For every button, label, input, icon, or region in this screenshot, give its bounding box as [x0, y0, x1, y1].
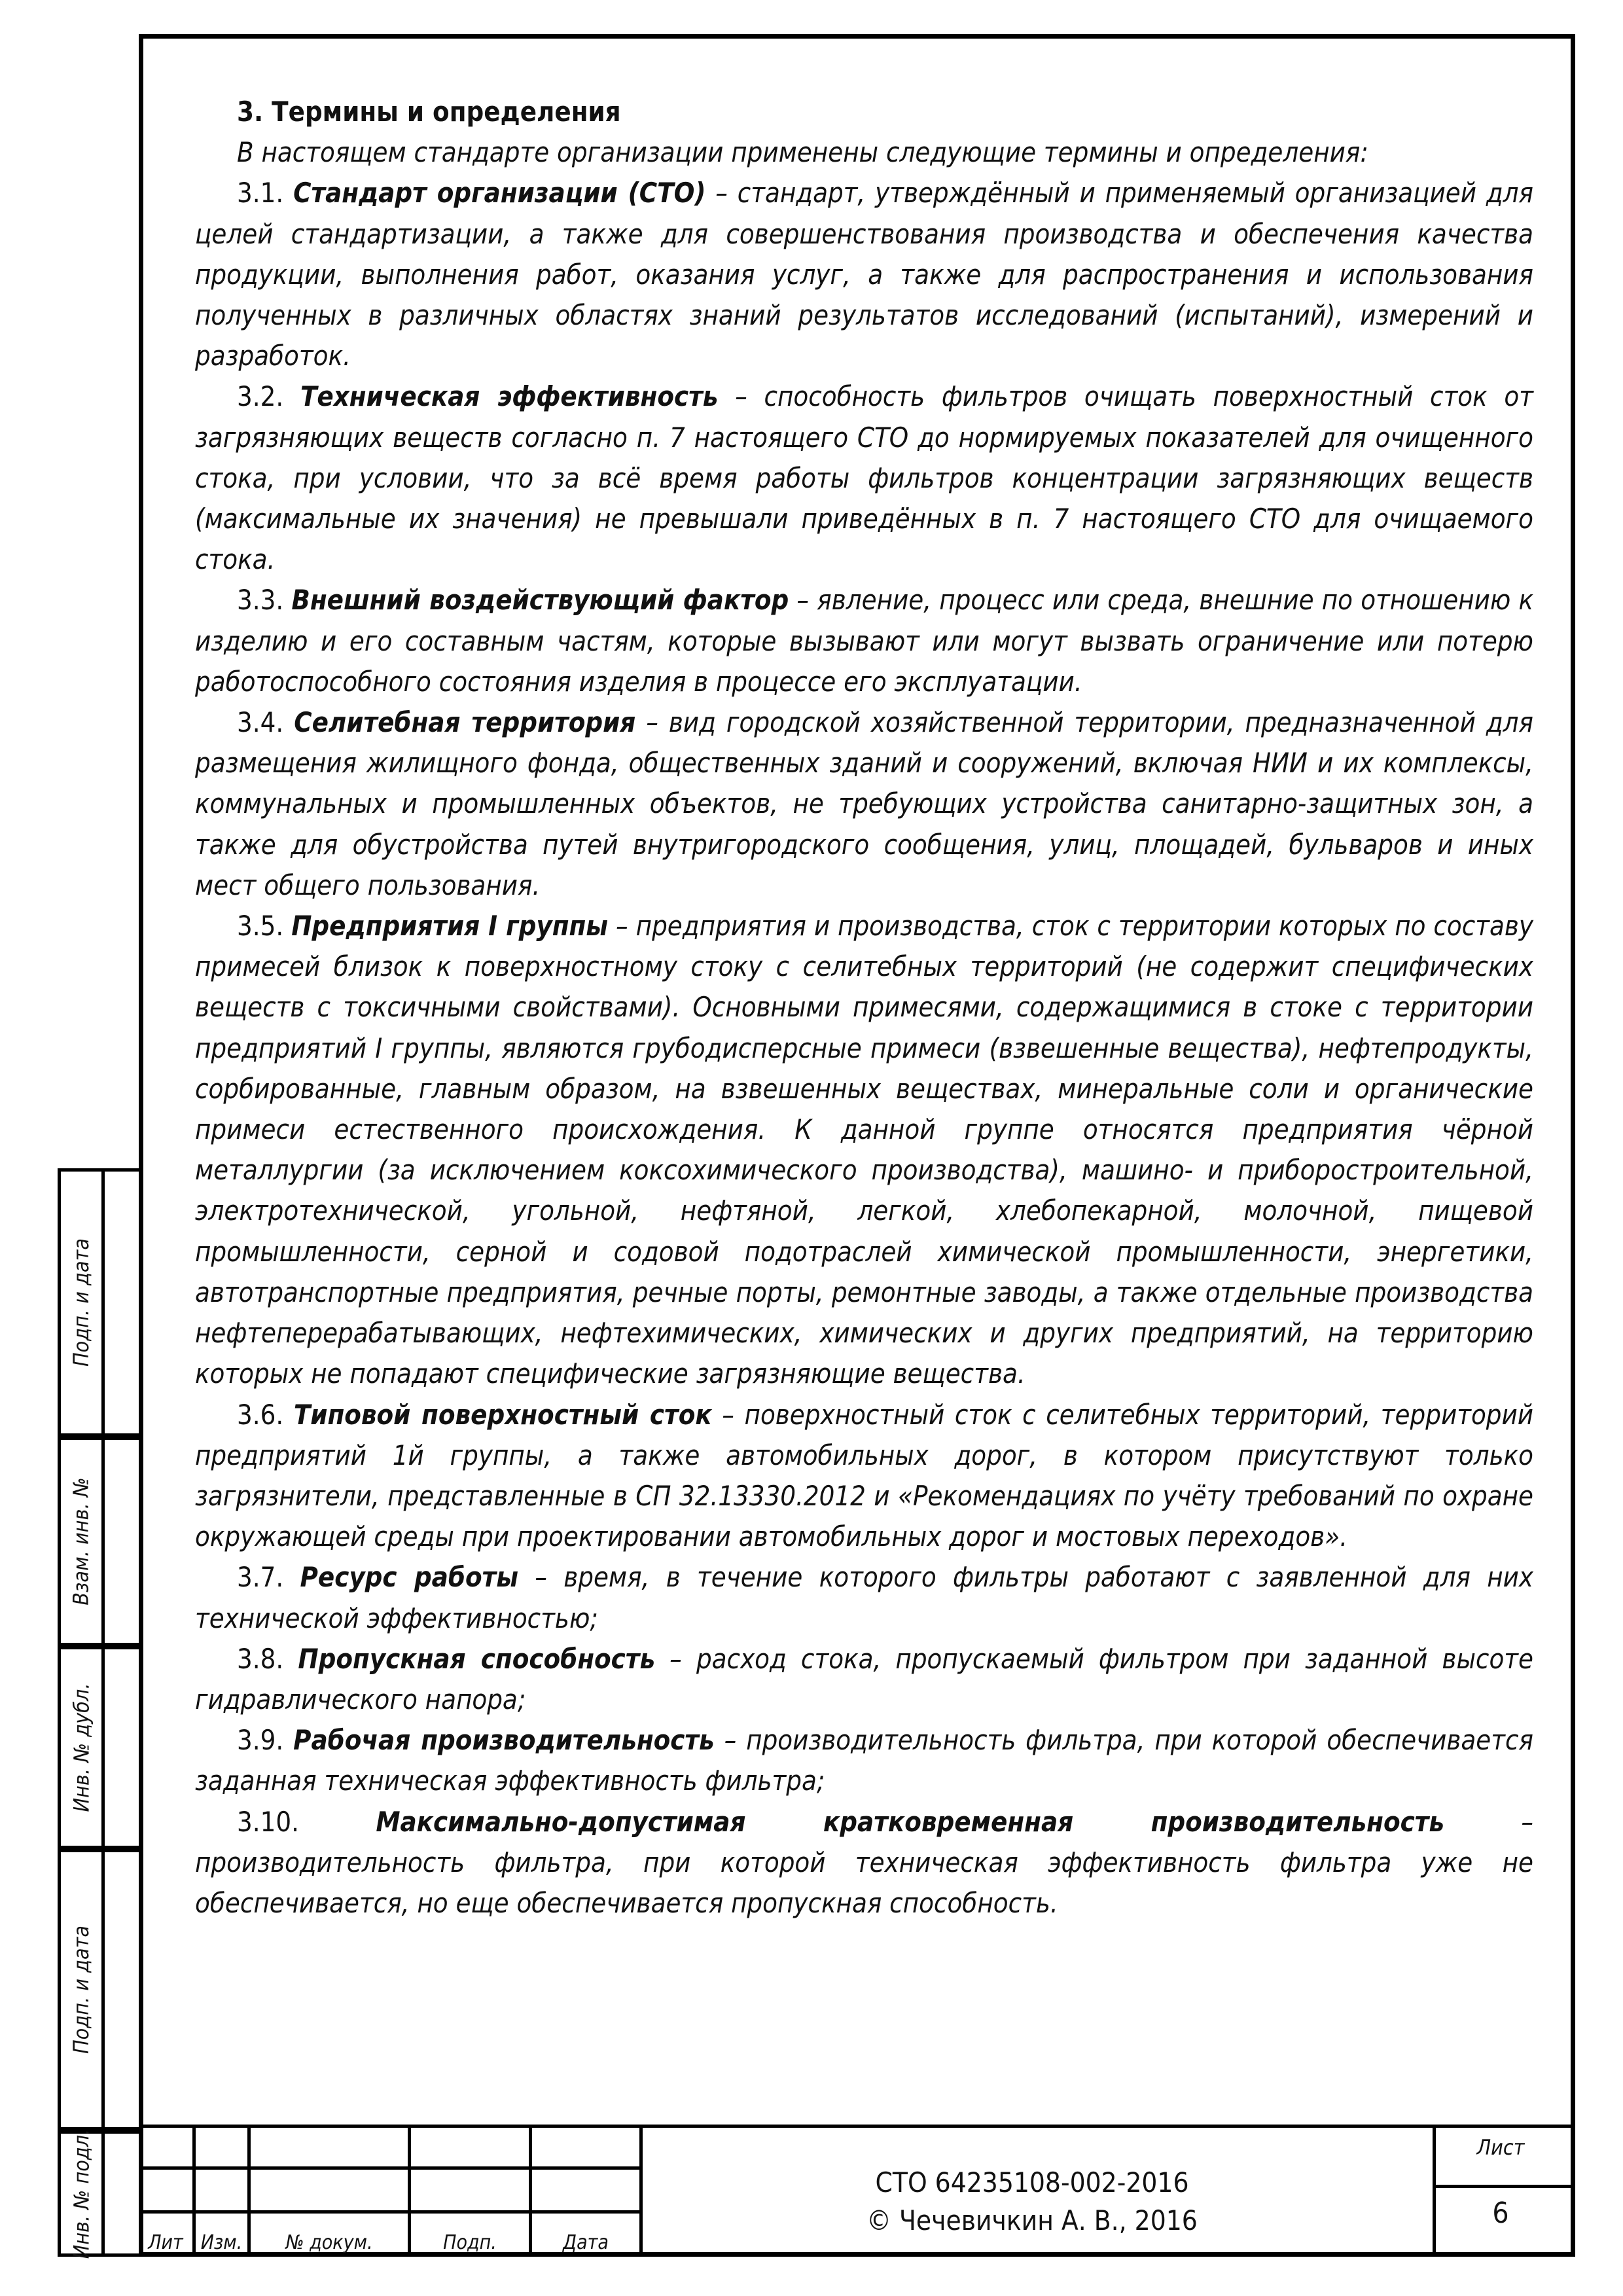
col-label-lit: Лит	[148, 2231, 183, 2254]
definition-item	[195, 376, 1533, 580]
definition-item	[195, 702, 1533, 906]
document-designation	[643, 2164, 1421, 2240]
sheet-number: 6	[1492, 2197, 1509, 2230]
copyright-line: © Чечевичкин А. В., 2016	[866, 2204, 1198, 2236]
definition-text: – способность фильтров очищать поверхностный сток от загрязняющих веществ согласно п. 7 настоящего СТО до нормируемых показателей для очищенного стока, при условии, что за всё время работы фильтров концентрации загрязняющих веществ (максимальные их значения) не превышали приведённых в п. 7 настоящего СТО для очищаемого стока.	[195, 380, 1533, 576]
side-stamp-sign-date-1	[58, 1168, 139, 1437]
document-code: СТО 64235108-002-2016	[875, 2166, 1189, 2198]
side-label-sign-date-2: Подп. и дата	[69, 1925, 94, 2054]
definition-term: Типовой поверхностный сток	[293, 1398, 712, 1431]
definitions-list	[195, 173, 1533, 1924]
definition-item	[195, 1639, 1533, 1720]
definition-text: – производительность фильтра, при которой обеспечивается заданная техническая эффективность фильтра;	[195, 1724, 1533, 1797]
side-stamp-replace-inv	[58, 1437, 139, 1646]
definition-term: Внешний воздействующий фактор	[291, 584, 789, 617]
definition-term: Предприятия I группы	[291, 910, 609, 942]
definition-item	[195, 1395, 1533, 1558]
definition-number: 3.10.	[237, 1805, 299, 1838]
side-stamp-sign-date-2	[58, 1849, 139, 2130]
side-label-sign-date-1: Подп. и дата	[69, 1238, 94, 1367]
definition-number: 3.4.	[237, 706, 284, 739]
definition-text: – производительность фильтра, при которой техническая эффективность фильтра уже не обеспечивается, но еще обеспечивается пропускная способность.	[195, 1805, 1533, 1919]
definition-text: – поверхностный сток с селитебных территорий, территорий предприятий 1й группы, а также автомобильных дорог, в котором присутствуют только загрязнители, представленные в СП 32.13330.2012 и «Рекомендациях по учёту требований по охране окружающей среды при проектировании автомобильных дорог и мостовых переходов».	[195, 1398, 1533, 1553]
definition-number: 3.9.	[237, 1724, 284, 1757]
definition-item	[195, 1720, 1533, 1801]
definition-text: – вид городской хозяйственной территории, предназначенной для размещения жилищного фонда, общественных зданий и сооружений, включая НИИ и их комплексы, коммунальных и промышленных объектов, не требующих устройства санитарно-защитных зон, а также для обустройства путей внутригородского сообщения, улиц, площадей, бульваров и иных мест общего пользования.	[195, 706, 1533, 901]
side-label-replace-inv: Взам. инв. №	[69, 1477, 94, 1605]
side-label-orig-inv: Инв. № подл.	[69, 2128, 94, 2259]
definition-number: 3.6.	[237, 1398, 284, 1431]
title-block	[139, 2125, 1575, 2257]
definition-number: 3.5.	[237, 910, 284, 942]
definition-item	[195, 906, 1533, 1394]
definition-term: Пропускная способность	[298, 1642, 656, 1675]
definition-number: 3.3.	[237, 584, 284, 617]
definition-text: – стандарт, утверждённый и применяемый организацией для целей стандартизации, а также для совершенствования производства и обеспечения качества продукции, выполнения работ, оказания услуг, а также для распространения и использования полученных в различных областях знаний результатов исследований (испытаний), измерений и разработок.	[195, 177, 1534, 372]
definition-text: – расход стока, пропускаемый фильтром при заданной высоте гидравлического напора;	[195, 1642, 1534, 1715]
col-label-change: Изм.	[200, 2231, 243, 2254]
definition-item	[195, 173, 1533, 376]
definition-term: Ресурс работы	[300, 1561, 518, 1594]
col-label-doc-number: № докум.	[285, 2231, 373, 2254]
definition-term: Техническая эффективность	[300, 380, 719, 413]
definition-text: – предприятия и производства, сток с территории которых по составу примесей близок к поверхностному стоку с селитебных территорий (не содержит специфических веществ с токсичными свойствами). Основными примесями, содержащимися в стоке с территории предприятий I группы, являются грубодисперсные примеси (взвешенные вещества), нефтепродукты, сорбированные, главным образом, на взвешенных веществах, минеральные соли и органические примеси естественного происхождения. К данной группе относятся предприятия чёрной металлургии (за исключением коксохимического производства), машино- и приборостроительной, электротехнической, угольной, нефтяной, легкой, хлебопекарной, молочной, пищевой промышленности, серной и содовой подотраслей химической промышленности, энергетики, автотранспортные предприятия, речные порты, ремонтные заводы, а также отдельные производства нефтеперерабатывающих, нефтехимических, химических и других предприятий, на территорию которых не попадают специфические загрязняющие вещества.	[195, 910, 1534, 1390]
definition-number: 3.7.	[237, 1561, 284, 1594]
definition-term: Селитебная территория	[294, 706, 636, 739]
side-stamp-orig-inv	[58, 2130, 139, 2257]
col-label-date: Дата	[563, 2231, 609, 2254]
definition-item	[195, 580, 1533, 702]
definition-item	[195, 1557, 1533, 1638]
page-content	[195, 92, 1533, 1924]
section-intro: В настоящем стандарте организации применены следующие термины и определения:	[237, 136, 1368, 169]
sheet-label: Лист	[1476, 2135, 1525, 2160]
definition-item	[195, 1802, 1533, 1924]
definition-term: Максимально-допустимая кратковременная производительность	[376, 1805, 1444, 1838]
side-stamp-dup-inv	[58, 1646, 139, 1849]
definition-term: Стандарт организации (СТО)	[293, 177, 706, 209]
definition-text: – время, в течение которого фильтры работают с заявленной для них технической эффективностью;	[195, 1561, 1533, 1634]
definition-number: 3.1.	[237, 177, 284, 209]
col-label-signature: Подп.	[443, 2231, 497, 2254]
definition-text: – явление, процесс или среда, внешние по отношению к изделию и его составным частям, которые вызывают или могут вызвать ограничение или потерю работоспособного состояния изделия в процессе его эксплуатации.	[195, 584, 1534, 698]
definition-term: Рабочая производительность	[293, 1724, 715, 1757]
definition-number: 3.8.	[237, 1642, 284, 1675]
section-heading: 3. Термины и определения	[237, 96, 621, 128]
definition-number: 3.2.	[237, 380, 284, 413]
side-label-dup-inv: Инв. № дубл.	[69, 1683, 94, 1812]
